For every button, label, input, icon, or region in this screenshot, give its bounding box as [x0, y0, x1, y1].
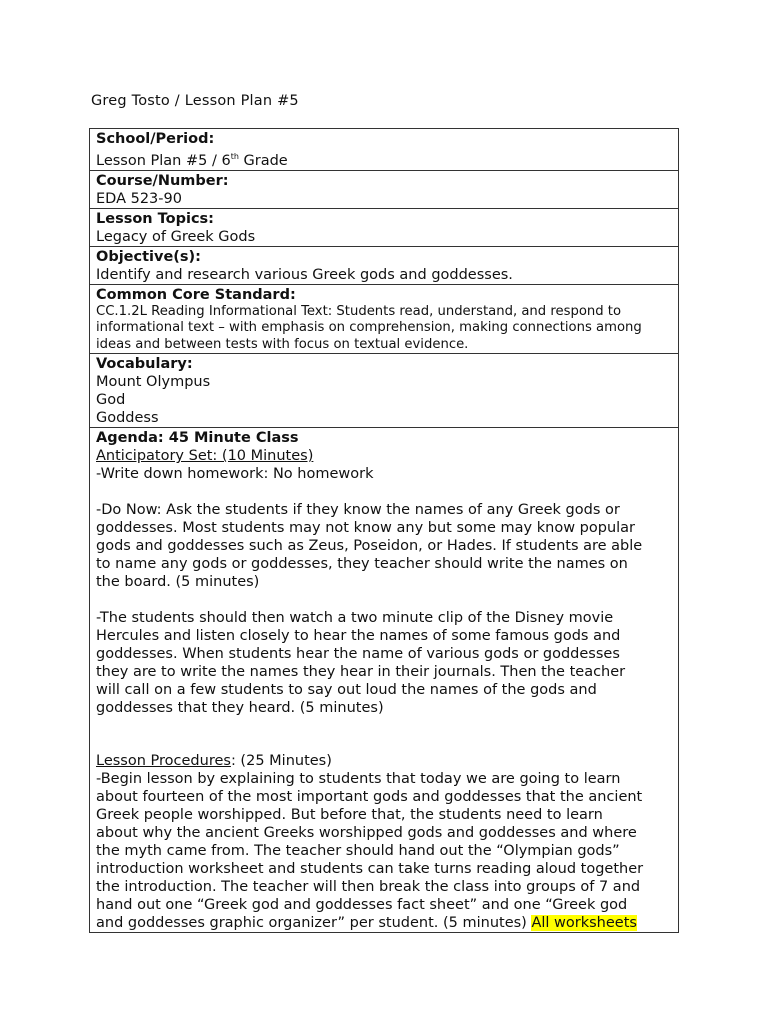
do-now-line: goddesses. Most students may not know any but some may know popular: [96, 520, 636, 537]
do-now-line: -Do Now: Ask the students if they know the names of any Greek gods or: [96, 502, 620, 519]
homework-line: -Write down homework: No homework: [96, 466, 374, 483]
grade-suffix: Grade: [238, 152, 288, 169]
course-number-value: EDA 523-90: [96, 190, 182, 207]
objectives-row: [90, 247, 678, 285]
lesson-topics-label: Lesson Topics:: [96, 210, 214, 227]
procedures-heading-line: [96, 752, 672, 770]
vocabulary-item: God: [96, 392, 126, 409]
objectives-value: Identify and research various Greek gods and goddesses.: [96, 266, 513, 283]
school-period-row: [90, 129, 678, 171]
clip-line: Hercules and listen closely to hear the names of some famous gods and: [96, 628, 621, 645]
anticipatory-set-heading: Anticipatory Set: (10 Minutes): [96, 448, 314, 465]
lesson-plan-table: [89, 128, 679, 933]
do-now-line: gods and goddesses such as Zeus, Poseidon, or Hades. If students are able: [96, 538, 643, 555]
course-number-label: Course/Number:: [96, 172, 229, 189]
common-core-label: Common Core Standard:: [96, 286, 296, 303]
procedures-heading: Lesson Procedures: [96, 753, 231, 770]
highlighted-note: All worksheets: [531, 915, 637, 932]
lesson-topics-row: [90, 209, 678, 247]
grade-prefix: Lesson Plan #5 / 6: [96, 152, 231, 169]
common-core-line: ideas and between tests with focus on textual evidence.: [96, 336, 469, 352]
clip-line: goddesses that they heard. (5 minutes): [96, 700, 384, 717]
common-core-line: CC.1.2L Reading Informational Text: Students read, understand, and respond to: [96, 303, 622, 319]
vocabulary-item: Mount Olympus: [96, 374, 211, 391]
vocabulary-label: Vocabulary:: [96, 356, 193, 373]
procedures-line: the myth came from. The teacher should hand out the “Olympian gods”: [96, 843, 620, 860]
do-now-line: the board. (5 minutes): [96, 574, 260, 591]
procedures-last-line: [96, 914, 672, 932]
vocabulary-row: [90, 354, 678, 428]
procedures-last-text: and goddesses graphic organizer” per student. (5 minutes): [96, 915, 532, 932]
clip-line: -The students should then watch a two minute clip of the Disney movie: [96, 610, 614, 627]
vocabulary-item: Goddess: [96, 410, 159, 427]
document-title: Greg Tosto / Lesson Plan #5: [91, 93, 299, 109]
do-now-line: to name any gods or goddesses, they teacher should write the names on: [96, 556, 628, 573]
procedures-line: the introduction. The teacher will then break the class into groups of 7 and: [96, 879, 641, 896]
clip-line: goddesses. When students hear the name of various gods or goddesses: [96, 646, 620, 663]
procedures-line: -Begin lesson by explaining to students that today we are going to learn: [96, 771, 621, 788]
lesson-topics-value: Legacy of Greek Gods: [96, 228, 256, 245]
common-core-row: [90, 285, 678, 355]
procedures-time: : (25 Minutes): [230, 753, 332, 770]
school-period-value: [96, 148, 672, 170]
grade-ordinal: th: [230, 152, 239, 161]
procedures-line: introduction worksheet and students can take turns reading aloud together: [96, 861, 644, 878]
common-core-line: informational text – with emphasis on comprehension, making connections among: [96, 320, 642, 336]
procedures-line: hand out one “Greek god and goddesses fact sheet” and one “Greek god: [96, 897, 628, 914]
objectives-label: Objective(s):: [96, 248, 201, 265]
procedures-line: about fourteen of the most important gods and goddesses that the ancient: [96, 789, 643, 806]
procedures-line: Greek people worshipped. But before that, the students need to learn: [96, 807, 603, 824]
agenda-row: [90, 428, 678, 932]
clip-line: will call on a few students to say out loud the names of the gods and: [96, 682, 597, 699]
agenda-label: Agenda: 45 Minute Class: [96, 430, 299, 447]
procedures-line: about why the ancient Greeks worshipped gods and goddesses and where: [96, 825, 637, 842]
course-number-row: [90, 171, 678, 209]
school-period-label: School/Period:: [96, 131, 215, 147]
clip-line: they are to write the names they hear in their journals. Then the teacher: [96, 664, 626, 681]
